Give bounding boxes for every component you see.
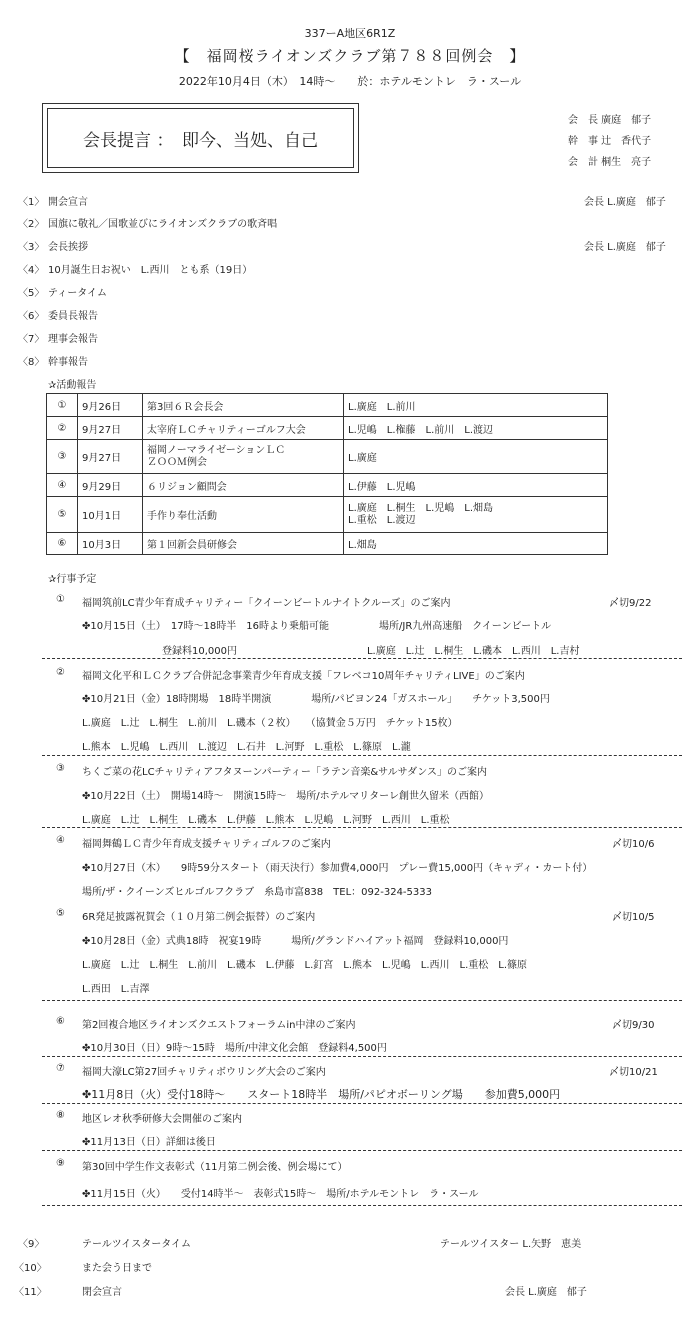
event-no: ⑦ [56, 1063, 65, 1074]
agenda-num: 〈5〉 [18, 288, 45, 299]
event-detail: L.廣庭 L.辻 L.桐生 L.前川 L.磯本（２枚） （協賛金５万円 チケット15枚） [82, 718, 458, 729]
activity-date: 10月3日 [78, 533, 143, 555]
event-no: ⑧ [56, 1110, 65, 1121]
agenda-num: 〈11〉 [14, 1287, 47, 1298]
agenda-text: 委員長報告 [48, 311, 98, 322]
officer-president: 会 長 廣庭 郁子 [568, 115, 652, 126]
event-no: ③ [56, 763, 65, 774]
event-no: ⑥ [56, 1016, 65, 1027]
event-title: 福岡舞鶴ＬＣ青少年育成支援チャリティゴルフのご案内 [82, 839, 331, 850]
activity-date: 9月26日 [78, 394, 143, 417]
event-title: 福岡筑前LC青少年育成チャリティー「クイーンビートルナイトクルーズ」のご案内 [82, 598, 451, 609]
activity-event: 太宰府ＬＣチャリティーゴルフ大会 [143, 417, 344, 440]
event-no: ④ [56, 835, 65, 846]
agenda-presenter: テールツイスター L.矢野 恵美 [440, 1239, 582, 1250]
activity-members: L.廣庭 L.前川 [344, 394, 608, 417]
activity-no: ⑥ [47, 533, 78, 555]
event-no: ① [56, 594, 65, 605]
event-deadline: 〆切10/5 [612, 912, 655, 923]
activity-event: ６リジョン顧問会 [143, 474, 344, 497]
divider [42, 1205, 682, 1206]
agenda-num: 〈4〉 [18, 265, 45, 276]
divider [42, 658, 682, 659]
agenda-text: 国旗に敬礼／国歌並びにライオンズクラブの歌斉唱 [48, 219, 278, 230]
agenda-num: 〈8〉 [18, 357, 45, 368]
event-title: 地区レオ秋季研修大会開催のご案内 [82, 1114, 242, 1125]
event-deadline: 〆切10/21 [609, 1067, 658, 1078]
event-detail: ✤11月8日（火）受付18時～ スタート18時半 場所/パピオボーリング場 参加費5,000円 [82, 1088, 561, 1101]
agenda-item [18, 284, 107, 299]
event-no: ② [56, 667, 65, 678]
event-detail: ✤11月13日（日）詳細は後日 [82, 1137, 216, 1148]
agenda-presenter: 会長 L.廣庭 郁子 [505, 1287, 587, 1298]
activity-heading: ✰活動報告 [48, 380, 97, 391]
agenda-text: 開会宣言 [48, 197, 88, 208]
event-title: 6R発足披露祝賀会（１０月第二例会振替）のご案内 [82, 912, 316, 923]
agenda-text: テールツイスタータイム [82, 1239, 191, 1250]
agenda-text: 10月誕生日お祝い L.西川 とも系（19日） [48, 265, 253, 276]
agenda-num: 〈6〉 [18, 311, 45, 322]
divider [42, 1000, 682, 1001]
event-title: ちくご菜の花LCチャリティアフタヌーンパーティー「ラテン音楽&サルサダンス」のご案内 [82, 767, 487, 778]
agenda-num: 〈10〉 [14, 1263, 47, 1274]
officer-secretary: 幹 事 辻 香代子 [568, 136, 652, 147]
agenda-num: 〈9〉 [18, 1239, 45, 1250]
activity-date: 9月27日 [78, 440, 143, 474]
table-row [47, 394, 608, 417]
agenda-text: ティータイム [48, 288, 107, 299]
event-detail: ✤10月27日（木） 9時59分スタート（雨天決行）参加費4,000円 プレー費15,000円（キャディ・カート付） [82, 863, 593, 874]
agenda-num: 〈2〉 [18, 219, 45, 230]
agenda-presenter: 会長 L.廣庭 郁子 [584, 242, 666, 253]
event-detail: L.西田 L.吉澤 [82, 984, 150, 995]
agenda-item [18, 261, 252, 276]
activity-date: 9月29日 [78, 474, 143, 497]
table-row [47, 417, 608, 440]
officers-list [568, 110, 651, 173]
divider [42, 1150, 682, 1151]
agenda-text: 幹事報告 [48, 357, 88, 368]
agenda-num: 〈1〉 [18, 197, 45, 208]
activity-members: L.廣庭 L.桐生 L.児嶋 L.畑島 L.重松 L.渡辺 [344, 497, 608, 533]
divider [42, 1103, 682, 1104]
activity-event: 手作り奉仕活動 [143, 497, 344, 533]
page-title: 【 福岡桜ライオンズクラブ第７８８回例会 】 [174, 47, 526, 65]
table-row [47, 497, 608, 533]
motto-text: 会長提言 ： 即今、当処、自己 [47, 108, 354, 168]
agenda-text: また会う日まで [82, 1263, 152, 1274]
event-no: ⑨ [56, 1158, 65, 1169]
agenda-num: 〈3〉 [18, 242, 45, 253]
agenda-item [18, 353, 88, 368]
event-detail: ✤10月28日（金）式典18時 祝宴19時 場所/グランドハイアット福岡 登録料10,000円 [82, 936, 509, 947]
event-title: 第2回複合地区ライオンズクエストフォーラムin中津のご案内 [82, 1020, 356, 1031]
agenda-presenter: 会長 L.廣庭 郁子 [584, 197, 666, 208]
event-detail: ✤10月21日（金）18時開場 18時半開演 場所/パピヨン24「ガスホール」 チケット3,500円 [82, 694, 550, 705]
activity-date: 10月1日 [78, 497, 143, 533]
agenda-text: 理事会報告 [48, 334, 98, 345]
event-detail: 場所/ザ・クイーンズヒルゴルフクラブ 糸島市富838 TEL：092-324-5333 [82, 887, 432, 898]
activity-no: ③ [47, 440, 78, 474]
officer-treasurer: 会 計 桐生 亮子 [568, 157, 652, 168]
event-deadline: 〆切10/6 [612, 839, 655, 850]
district-label: 337ーA地区6R1Z [304, 27, 396, 40]
event-detail: L.熊本 L.児嶋 L.西川 L.渡辺 L.石井 L.河野 L.重松 L.篠原 L.瀧 [82, 742, 411, 753]
activity-no: ① [47, 394, 78, 417]
event-detail: L.廣庭 L.辻 L.桐生 L.磯本 L.伊藤 L.熊本 L.児嶋 L.河野 L.西川 L.重松 [82, 815, 450, 826]
agenda-item [18, 215, 277, 230]
event-deadline: 〆切9/22 [609, 598, 652, 609]
activity-no: ⑤ [47, 497, 78, 533]
event-detail: L.廣庭 L.辻 L.桐生 L.前川 L.磯本 L.伊藤 L.釘宮 L.熊本 L.児嶋 L.西川 L.重松 L.篠原 [82, 960, 527, 971]
divider [42, 1056, 682, 1057]
activity-no: ② [47, 417, 78, 440]
activity-event: 第１回新会員研修会 [143, 533, 344, 555]
activity-members: L.畑島 [344, 533, 608, 555]
event-no: ⑤ [56, 908, 65, 919]
agenda-item [18, 193, 88, 208]
activity-event: 第3回６Ｒ会長会 [143, 394, 344, 417]
event-deadline: 〆切9/30 [612, 1020, 655, 1031]
event-title: 福岡大濠LC第27回チャリティボウリング大会のご案内 [82, 1067, 326, 1078]
event-title: 福岡文化平和ＬＣクラブ合併記念事業青少年育成支援「フレベコ10周年チャリティLIVE」のご案内 [82, 671, 525, 682]
table-row [47, 533, 608, 555]
agenda-item [18, 307, 98, 322]
date-venue: 2022年10月4日（木） 14時～ 於：ホテルモントレ ラ・スール [178, 75, 522, 88]
activity-members: L.廣庭 [344, 440, 608, 474]
agenda-item [18, 330, 98, 345]
activity-no: ④ [47, 474, 78, 497]
agenda-item [18, 238, 88, 253]
table-row [47, 474, 608, 497]
activity-members: L.伊藤 L.児嶋 [344, 474, 608, 497]
divider [42, 755, 682, 756]
activity-event: 福岡ノーマライゼーションＬＣ ＺＯＯＭ例会 [143, 440, 344, 474]
event-detail: ✤10月22日（土） 開場14時～ 開演15時～ 場所/ホテルマリターレ創世久留米（西館） [82, 791, 489, 802]
activity-members: L.児嶋 L.権藤 L.前川 L.渡辺 [344, 417, 608, 440]
motto-box [42, 103, 359, 173]
event-title: 第30回中学生作文表彰式（11月第二例会後、例会場にて） [82, 1162, 348, 1173]
activity-date: 9月27日 [78, 417, 143, 440]
agenda-text: 会長挨拶 [48, 242, 88, 253]
event-detail: ✤10月30日（日）9時～15時 場所/中津文化会館 登録料4,500円 [82, 1043, 387, 1054]
table-row [47, 440, 608, 474]
event-detail: ✤11月15日（火） 受付14時半～ 表彰式15時～ 場所/ホテルモントレ ラ・スール [82, 1189, 479, 1200]
agenda-num: 〈7〉 [18, 334, 45, 345]
divider [42, 827, 682, 828]
agenda-text: 閉会宣言 [82, 1287, 122, 1298]
event-detail: ✤10月15日（土） 17時～18時半 16時より乗船可能 場所/JR九州高速船 クイーンビートル [82, 621, 552, 632]
event-detail: 登録料10,000円 L.廣庭 L.辻 L.桐生 L.磯本 L.西川 L.吉村 [82, 646, 580, 657]
activity-table [46, 393, 608, 555]
schedule-heading: ✰行事予定 [48, 574, 97, 585]
